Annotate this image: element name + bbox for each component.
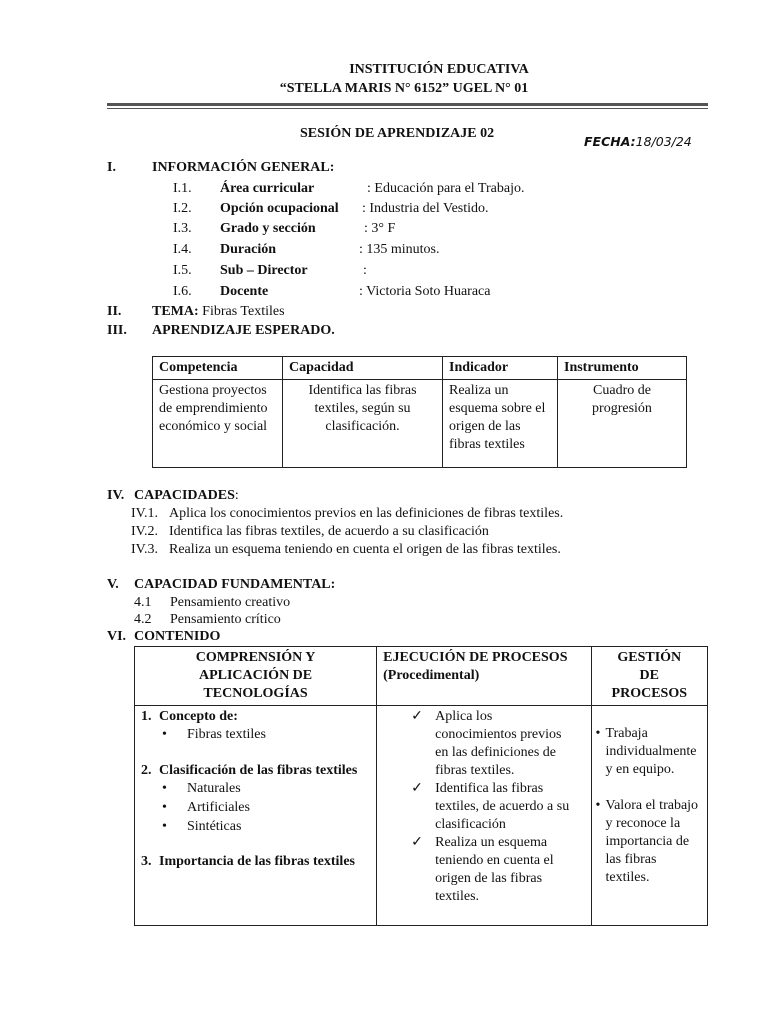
section6-title: CONTENIDO [134,629,221,644]
content-item-1 [141,708,370,726]
content-item-num: 3. [141,854,152,869]
execution-text: Aplica los conocimientos previos en las definiciones de fibras textiles. [435,709,562,778]
info-item-label: Opción ocupacional [220,201,339,216]
section1-title: INFORMACIÓN GENERAL: [152,160,335,175]
content-col-management [591,706,707,926]
learning-table [152,356,687,468]
info-item-value: : Victoria Soto Huaraca [359,284,491,299]
info-item-num: I.3. [173,221,192,236]
learning-table-cell: Cuadro de progresión [558,380,687,468]
learning-table-cell: Gestiona proyectos de emprendimiento económico y social [153,380,283,468]
info-item-value: : 135 minutos. [359,242,440,257]
institution-title: INSTITUCIÓN EDUCATIVA [349,62,529,77]
section3-number: III. [107,323,127,338]
execution-text: Realiza un esquema teniendo en cuenta el origen de las fibras textiles. [435,835,554,904]
capacity-item-num: IV.1. [131,506,158,521]
capacity-item-text: Identifica las fibras textiles, de acuerdo a su clasificación [169,524,489,539]
checkmark-icon: ✓ [411,781,423,796]
header-rule-top [107,103,708,106]
learning-table-header: Capacidad [283,357,443,380]
management-item [596,797,699,887]
info-item-value: : 3° F [364,221,396,236]
learning-table-cell: Identifica las fibras textiles, según su clasificación. [283,380,443,468]
section2-value: Fibras Textiles [202,304,285,319]
date-label: FECHA: [584,134,636,149]
content-subitem: • Sintéticas [187,818,370,836]
fundamental-item-num: 4.1 [134,595,152,610]
info-item-num: I.6. [173,284,192,299]
learning-table-cell: Realiza un esquema sobre el origen de las fibras textiles [443,380,558,468]
section4-heading [134,488,239,504]
management-text: Trabaja individualmente y en equipo. [605,726,697,777]
content-col-comprehension [135,706,377,926]
capacity-item-text: Aplica los conocimientos previos en las definiciones de fibras textiles. [169,506,564,521]
management-item [596,725,699,779]
learning-table-header: Competencia [153,357,283,380]
content-item-title: Concepto de: [159,709,238,724]
content-item-title: Clasificación de las fibras textiles [159,763,358,778]
execution-item [409,780,572,834]
header-rule-bottom [107,108,708,109]
content-item-3 [141,853,370,871]
capacity-item-text: Realiza un esquema teniendo en cuenta el origen de las fibras textiles. [169,542,561,557]
info-item-label: Duración [220,242,276,257]
info-item-value: : Industria del Vestido. [362,201,489,216]
management-text: Valora el trabajo y reconoce la importancia de las fibras textiles. [605,798,699,885]
section4-colon: : [234,488,239,503]
learning-table-header: Indicador [443,357,558,380]
info-item-label: Docente [220,284,269,299]
section5-title: CAPACIDAD FUNDAMENTAL: [134,577,336,592]
section5-number: V. [107,577,119,592]
school-title: “STELLA MARIS N° 6152” UGEL N° 01 [279,81,529,96]
section2-line [152,304,285,320]
section2-number: II. [107,304,122,319]
bullet-icon: • [595,798,601,813]
content-subitem: • Artificiales [187,799,370,817]
content-table-header: COMPRENSIÓN Y APLICACIÓN DE TECNOLOGÍAS [135,647,377,706]
content-table-header: GESTIÓN DE PROCESOS [591,647,707,706]
checkmark-icon: ✓ [411,709,423,724]
info-item-value: : [363,263,367,278]
session-title: SESIÓN DE APRENDIZAJE 02 [300,126,495,141]
info-item-label: Grado y sección [220,221,316,236]
info-item-num: I.5. [173,263,192,278]
content-table [134,646,708,926]
content-item-2 [141,762,370,780]
execution-item [409,708,572,780]
section2-title: TEMA: [152,304,199,319]
date-value: 18/03/24 [635,134,692,149]
info-item-label: Sub – Director [220,263,308,278]
content-col-execution [377,706,591,926]
bullet-icon: • [595,726,601,741]
info-item-label: Área curricular [220,181,315,196]
section4-title: CAPACIDADES [134,488,235,503]
content-subitem: • Fibras textiles [187,726,370,744]
info-item-num: I.2. [173,201,192,216]
info-item-num: I.4. [173,242,192,257]
content-table-header: EJECUCIÓN DE PROCESOS (Procedimental) [377,647,591,706]
fundamental-item-num: 4.2 [134,612,152,627]
learning-table-header: Instrumento [558,357,687,380]
checkmark-icon: ✓ [411,835,423,850]
content-subitem: • Naturales [187,780,370,798]
execution-item [409,834,572,906]
content-item-num: 2. [141,763,152,778]
section3-title: APRENDIZAJE ESPERADO. [152,323,335,338]
section4-number: IV. [107,488,125,503]
section6-number: VI. [107,629,127,644]
fundamental-item-text: Pensamiento crítico [170,612,281,627]
capacity-item-num: IV.2. [131,524,158,539]
content-item-num: 1. [141,709,152,724]
section1-number: I. [107,160,116,175]
info-item-num: I.1. [173,181,192,196]
content-sublist [141,780,370,836]
session-date [584,134,692,149]
fundamental-item-text: Pensamiento creativo [170,595,291,610]
content-item-title: Importancia de las fibras textiles [159,854,355,869]
capacity-item-num: IV.3. [131,542,158,557]
content-sublist [141,726,370,744]
execution-text: Identifica las fibras textiles, de acuerdo a su clasificación [435,781,570,832]
info-item-value: : Educación para el Trabajo. [367,181,525,196]
